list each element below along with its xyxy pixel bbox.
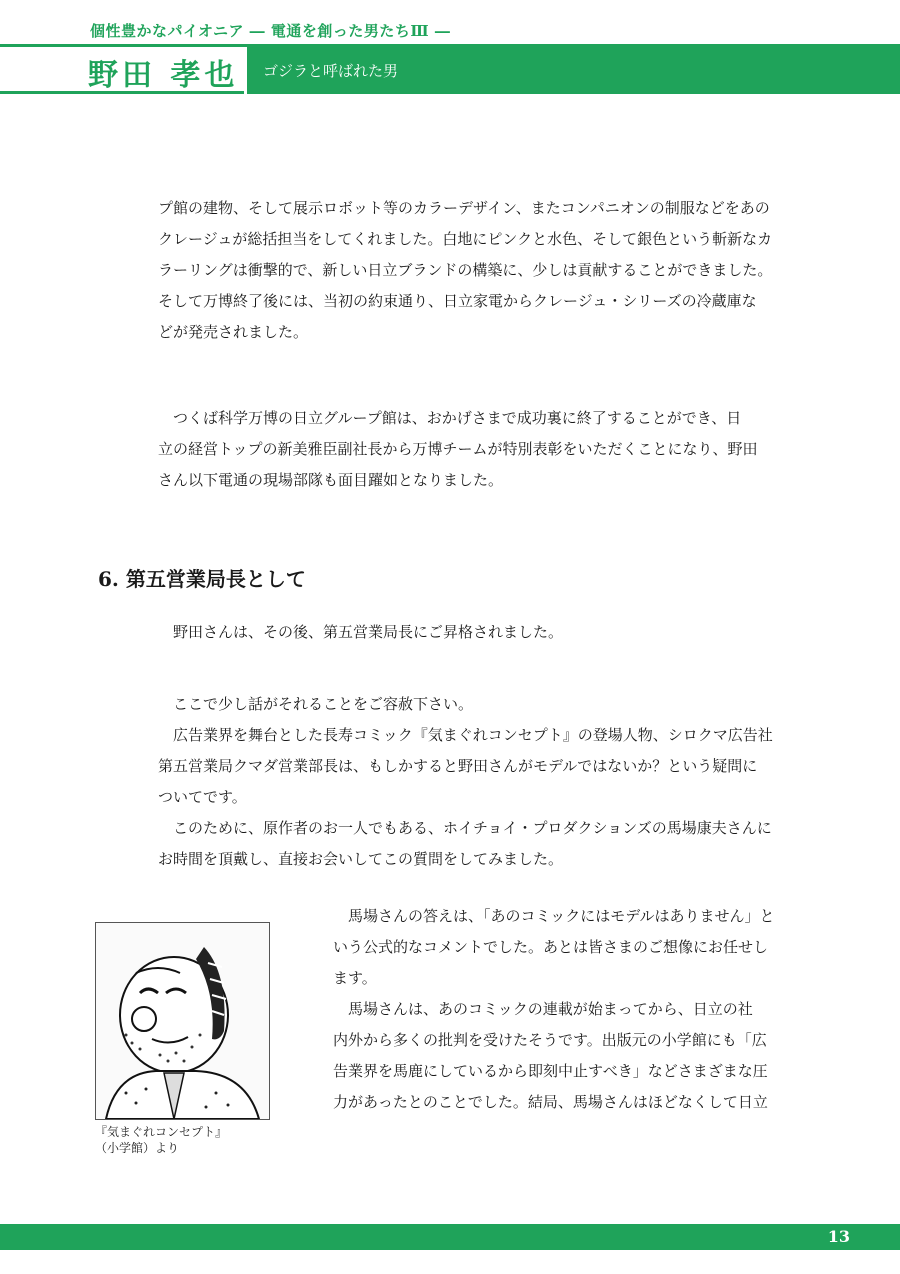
text-line: 力があったとのことでした。結局、馬場さんはほどなくして日立 bbox=[333, 1093, 768, 1111]
paragraph-promotion bbox=[158, 617, 788, 648]
text-line: 第五営業局クマダ営業部長は、もしかすると野田さんがモデルではないか？という疑問に bbox=[158, 757, 758, 775]
text-line: 立の経営トップの新美雅臣副社長から万博チームが特別表彰をいただくことになり、野田 bbox=[158, 440, 758, 458]
text-line: 内外から多くの批判を受けたそうです。出版元の小学館にも「広 bbox=[333, 1031, 767, 1049]
cartoon-illustration bbox=[95, 922, 270, 1120]
section-heading: 6. 第五営業局長として bbox=[98, 567, 306, 591]
text-line: ついてです。 bbox=[158, 788, 247, 806]
text-line: 馬場さんは、あのコミックの連載が始まってから、日立の社 bbox=[333, 1000, 753, 1018]
paragraph-expo-success bbox=[158, 403, 788, 496]
text-line: ます。 bbox=[333, 969, 377, 987]
text-line: お時間を頂戴し、直接お会いしてこの質問をしてみました。 bbox=[158, 850, 564, 868]
caption-line: 『気まぐれコンセプト』 bbox=[95, 1125, 228, 1139]
series-title: 個性豊かなパイオニア ― 電通を創った男たちⅢ ― bbox=[90, 22, 451, 40]
text-line: ここで少し話がそれることをご容赦下さい。 bbox=[158, 695, 474, 713]
text-line: 野田さんは、その後、第五営業局長にご昇格されました。 bbox=[158, 623, 564, 641]
image-caption bbox=[95, 1124, 227, 1156]
text-line: クレージュが総括担当をしてくれました。白地にピンクと水色、そして銀色という斬新なカ bbox=[158, 230, 773, 248]
text-line: プ館の建物、そして展示ロボット等のカラーデザイン、またコンパニオンの制服などをあの bbox=[158, 199, 770, 217]
text-line: つくば科学万博の日立グループ館は、おかげさまで成功裏に終了することができ、日 bbox=[158, 409, 742, 427]
text-line: ラーリングは衝撃的で、新しい日立ブランドの構築に、少しは貢献することができました。 bbox=[158, 261, 773, 279]
text-line: いう公式的なコメントでした。あとは皆さまのご想像にお任せし bbox=[333, 938, 769, 956]
footer-band bbox=[0, 1224, 900, 1250]
article-subtitle: ゴジラと呼ばれた男 bbox=[263, 62, 399, 80]
text-line: 馬場さんの答えは、「あのコミックにはモデルはありません」と bbox=[333, 907, 775, 925]
text-line: 広告業界を舞台とした長寿コミック『気まぐれコンセプト』の登場人物、シロクマ広告社 bbox=[158, 726, 773, 744]
paragraph-baba-answer bbox=[333, 901, 788, 1118]
text-line: どが発売されました。 bbox=[158, 323, 309, 341]
page-number: 13 bbox=[827, 1227, 850, 1246]
paragraph-comic-question bbox=[158, 689, 788, 875]
text-line: そして万博終了後には、当初の約束通り、日立家電からクレージュ・シリーズの冷蔵庫な bbox=[158, 292, 757, 310]
caption-line: （小学館）より bbox=[95, 1141, 180, 1155]
text-line: さん以下電通の現場部隊も面目躍如となりました。 bbox=[158, 471, 504, 489]
text-line: 告業界を馬鹿にしているから即刻中止すべき」などさまざまな圧 bbox=[333, 1062, 768, 1080]
text-line: このために、原作者のお一人でもある、ホイチョイ・プロダクションズの馬場康夫さんに bbox=[158, 819, 772, 837]
paragraph-expo-design bbox=[158, 193, 788, 348]
person-name: 野田 孝也 bbox=[88, 58, 239, 93]
